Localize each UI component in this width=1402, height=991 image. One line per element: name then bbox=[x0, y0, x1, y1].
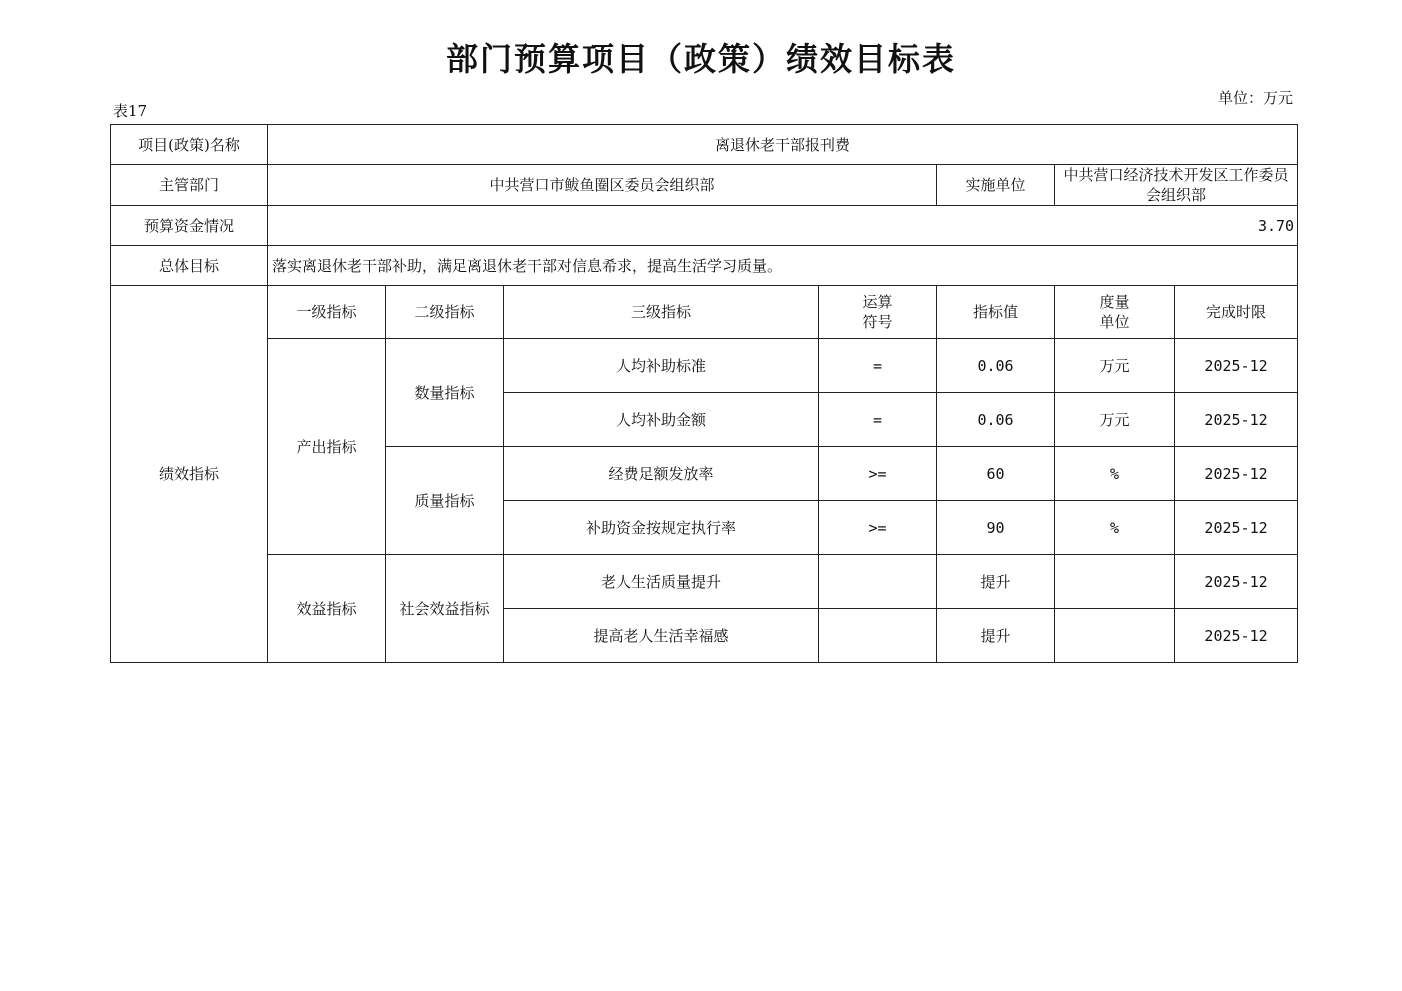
output-indicator-cell: 产出指标 bbox=[268, 339, 386, 555]
level1-header: 一级指标 bbox=[268, 286, 386, 339]
project-name-label: 项目(政策)名称 bbox=[111, 125, 268, 165]
operator-cell: >= bbox=[819, 447, 937, 501]
level3-cell: 经费足额发放率 bbox=[504, 447, 819, 501]
operator-cell: >= bbox=[819, 501, 937, 555]
deadline-header: 完成时限 bbox=[1175, 286, 1298, 339]
benefit-indicator-cell: 效益指标 bbox=[268, 555, 386, 663]
value-cell: 90 bbox=[937, 501, 1055, 555]
value-cell: 0.06 bbox=[937, 393, 1055, 447]
deadline-cell: 2025-12 bbox=[1175, 447, 1298, 501]
unit-header-line2: 单位 bbox=[1099, 313, 1130, 331]
performance-indicator-label: 绩效指标 bbox=[111, 286, 268, 663]
department-label: 主管部门 bbox=[111, 165, 268, 206]
overall-goal-value: 落实离退休老干部补助，满足离退休老干部对信息希求，提高生活学习质量。 bbox=[268, 246, 1298, 286]
overall-goal-row bbox=[111, 246, 1298, 286]
level3-cell: 人均补助标准 bbox=[504, 339, 819, 393]
operator-cell: = bbox=[819, 339, 937, 393]
value-cell: 提升 bbox=[937, 555, 1055, 609]
level3-cell: 补助资金按规定执行率 bbox=[504, 501, 819, 555]
value-cell: 60 bbox=[937, 447, 1055, 501]
project-name-value: 离退休老干部报刊费 bbox=[268, 125, 1298, 165]
implementing-unit-label: 实施单位 bbox=[937, 165, 1055, 206]
level3-cell: 提高老人生活幸福感 bbox=[504, 609, 819, 663]
operator-cell bbox=[819, 609, 937, 663]
unit-cell: 万元 bbox=[1055, 339, 1175, 393]
level3-cell: 老人生活质量提升 bbox=[504, 555, 819, 609]
unit-cell bbox=[1055, 555, 1175, 609]
department-row bbox=[111, 165, 1298, 206]
table-number: 表17 bbox=[113, 102, 148, 120]
indicator-header-row bbox=[111, 286, 1298, 339]
unit-cell: 万元 bbox=[1055, 393, 1175, 447]
indicator-row bbox=[111, 555, 1298, 609]
unit-label: 单位：万元 bbox=[1217, 89, 1293, 107]
operator-cell bbox=[819, 555, 937, 609]
budget-row bbox=[111, 206, 1298, 246]
budget-value: 3.70 bbox=[268, 206, 1298, 246]
value-header: 指标值 bbox=[937, 286, 1055, 339]
project-name-row bbox=[111, 125, 1298, 165]
deadline-cell: 2025-12 bbox=[1175, 555, 1298, 609]
level2-header: 二级指标 bbox=[386, 286, 504, 339]
indicator-row bbox=[111, 339, 1298, 393]
budget-label: 预算资金情况 bbox=[111, 206, 268, 246]
deadline-cell: 2025-12 bbox=[1175, 501, 1298, 555]
quality-indicator-cell: 质量指标 bbox=[386, 447, 504, 555]
operator-header-line2: 符号 bbox=[862, 313, 893, 331]
operator-header bbox=[819, 286, 937, 339]
value-cell: 提升 bbox=[937, 609, 1055, 663]
level3-cell: 人均补助金额 bbox=[504, 393, 819, 447]
value-cell: 0.06 bbox=[937, 339, 1055, 393]
unit-cell: % bbox=[1055, 501, 1175, 555]
deadline-cell: 2025-12 bbox=[1175, 393, 1298, 447]
social-benefit-indicator-cell: 社会效益指标 bbox=[386, 555, 504, 663]
deadline-cell: 2025-12 bbox=[1175, 339, 1298, 393]
page-title: 部门预算项目（政策）绩效目标表 bbox=[445, 40, 956, 78]
department-value: 中共营口市鲅鱼圈区委员会组织部 bbox=[268, 165, 937, 206]
unit-header bbox=[1055, 286, 1175, 339]
implementing-unit-value: 中共营口经济技术开发区工作委员会组织部 bbox=[1055, 165, 1298, 206]
operator-header-line1: 运算 bbox=[862, 293, 893, 311]
level3-header: 三级指标 bbox=[504, 286, 819, 339]
unit-cell: % bbox=[1055, 447, 1175, 501]
performance-target-table bbox=[110, 124, 1298, 663]
unit-header-line1: 度量 bbox=[1099, 293, 1130, 311]
operator-cell: = bbox=[819, 393, 937, 447]
overall-goal-label: 总体目标 bbox=[111, 246, 268, 286]
unit-cell bbox=[1055, 609, 1175, 663]
quantity-indicator-cell: 数量指标 bbox=[386, 339, 504, 447]
deadline-cell: 2025-12 bbox=[1175, 609, 1298, 663]
